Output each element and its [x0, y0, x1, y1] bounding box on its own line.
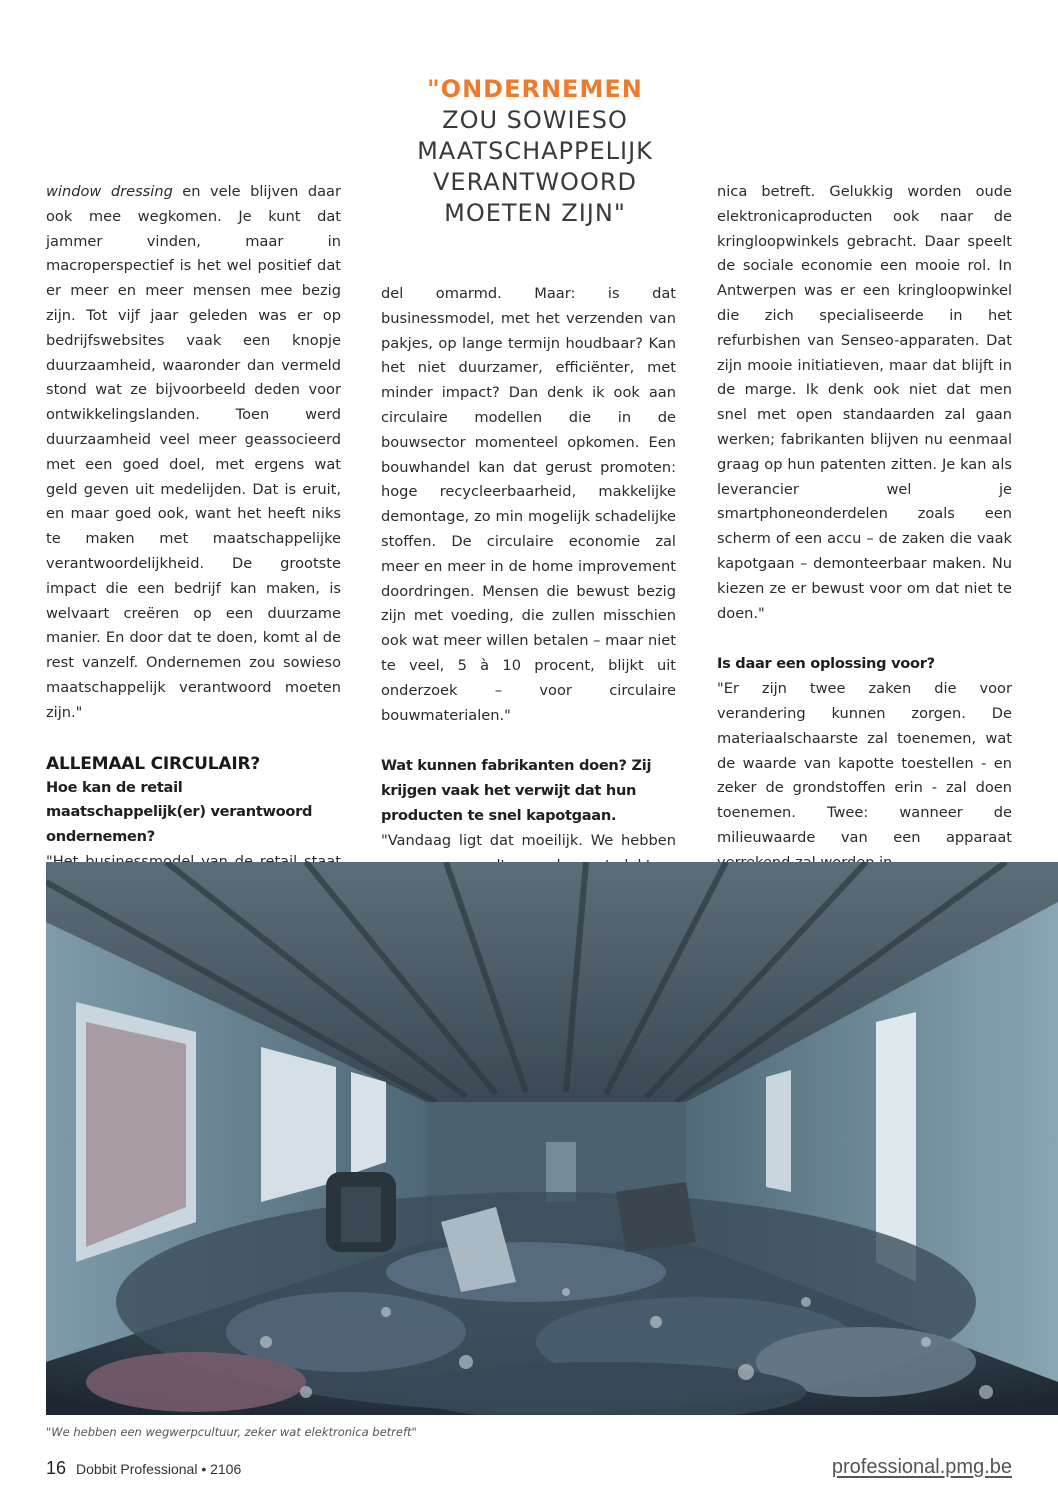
article-column-1 [46, 180, 341, 949]
italic-phrase: window dressing [46, 183, 173, 200]
interview-question: Is daar een oplossing voor? [717, 655, 935, 673]
page-footer [46, 1458, 241, 1479]
paragraph [46, 180, 341, 726]
paragraph: del omarmd. Maar: is dat businessmodel, met het verzenden van pakjes, op lange termijn houdbaar? Kan het niet duurzamer, efficiënter, met minder impact? Dan denk ik ook aan circulaire modellen die in de bouwsector momenteel opkomen. Een bouwhandel kan dat gerust promoten: hoge recycleerbaarheid, makkelijke demontage, zo min mogelijk schadelijke stoffen. De circulaire economie zal meer en meer in de home improvement doordringen. Mensen die bewust bezig zijn met voeding, die zullen misschien ook wat meer willen betalen – maar niet te veel, 5 à 10 procent, blijkt uit onderzoek – voor circulaire bouwmaterialen." [381, 285, 676, 724]
pull-quote [385, 74, 685, 229]
trash-filled-room-image [46, 862, 1058, 1415]
article-photo [46, 862, 1058, 1415]
article-column-3 [717, 180, 1012, 876]
paragraph: "Vandaag ligt dat moeilijk. We hebben [381, 831, 676, 849]
publication-name: Dobbit Professional • 2106 [76, 1461, 242, 1477]
interview-question: Hoe kan de retail maatschappelijk(er) verantwoord ondernemen? [46, 778, 313, 846]
paragraph-text: en vele blijven daar ook mee wegkomen. Je kunt dat jammer vinden, maar in macroperspectief is het wel positief dat er meer en meer mensen mee bezig zijn. Tot vijf jaar geleden was er op bedrijfswebsites vaak een knopje duurzaamheid, waaronder dan vermeld stond wat ze bijvoorbeeld deden voor ontwikkelingslanden. Toen werd duurzaamheid veel meer geassocieerd met een goed doel, met ergens wat geld geven uit medelijden. Dat is eruit, en maar goed ook, want het heeft niks te maken met maatschappelijke verantwoordelijkheid. De grootste impact die een bedrijf kan maken, is welvaart creëren op een duurzame manier. En door dat te doen, komt al de rest vanzelf. Ondernemen zou sowieso maatschappelijk verantwoord moeten zijn." [46, 183, 341, 721]
paragraph: "Er zijn twee zaken die voor verandering kunnen zorgen. De materiaalschaarste zal toenemen, wat de waarde van kapotte toestellen - en zeker de grondstoffen erin - zal doen toenemen. Twee: wanneer de milieuwaarde van een apparaat [717, 680, 1012, 846]
paragraph: nica betreft. Gelukkig worden oude elektronicaproducten ook naar de kringloopwinkels gebracht. Daar speelt de sociale economie een mooie rol. In Antwerpen was er een kringloopwinkel die zich specialiseerde in het refurbishen van Senseo-apparaten. Dat zijn mooie initiatieven, maar dat blijft in de marge. Ik denk ook niet dat men snel met open standaarden zal gaan werken; fabrikanten blijven nu eenmaal graag op hun patenten zitten. Je kan als leverancier wel je smartphoneonderdelen zoals een scherm of een accu – de zaken die vaak kapotgaan – demonteerbaar maken. Nu kiezen ze er bewust voor om dat niet te doen." [717, 183, 1012, 622]
section-heading: ALLEMAAL CIRCULAIR? [46, 753, 261, 774]
interview-question: Wat kunnen fabrikanten doen? Zij krijgen vaak het verwijt dat hun producten te snel kapotgaan. [381, 757, 652, 824]
article-column-2 [381, 282, 676, 878]
pull-quote-text: ZOU SOWIESO MAATSCHAPPELIJK VERANTWOORD MOETEN ZIJN" [417, 106, 653, 227]
pull-quote-accent: "ONDERNEMEN [427, 75, 643, 103]
website-link[interactable]: professional.pmg.be [831, 1456, 1012, 1478]
photo-caption: "We hebben een wegwerpcultuur, zeker wat elektronica betreft" [46, 1425, 417, 1439]
page-number: 16 [46, 1458, 67, 1478]
